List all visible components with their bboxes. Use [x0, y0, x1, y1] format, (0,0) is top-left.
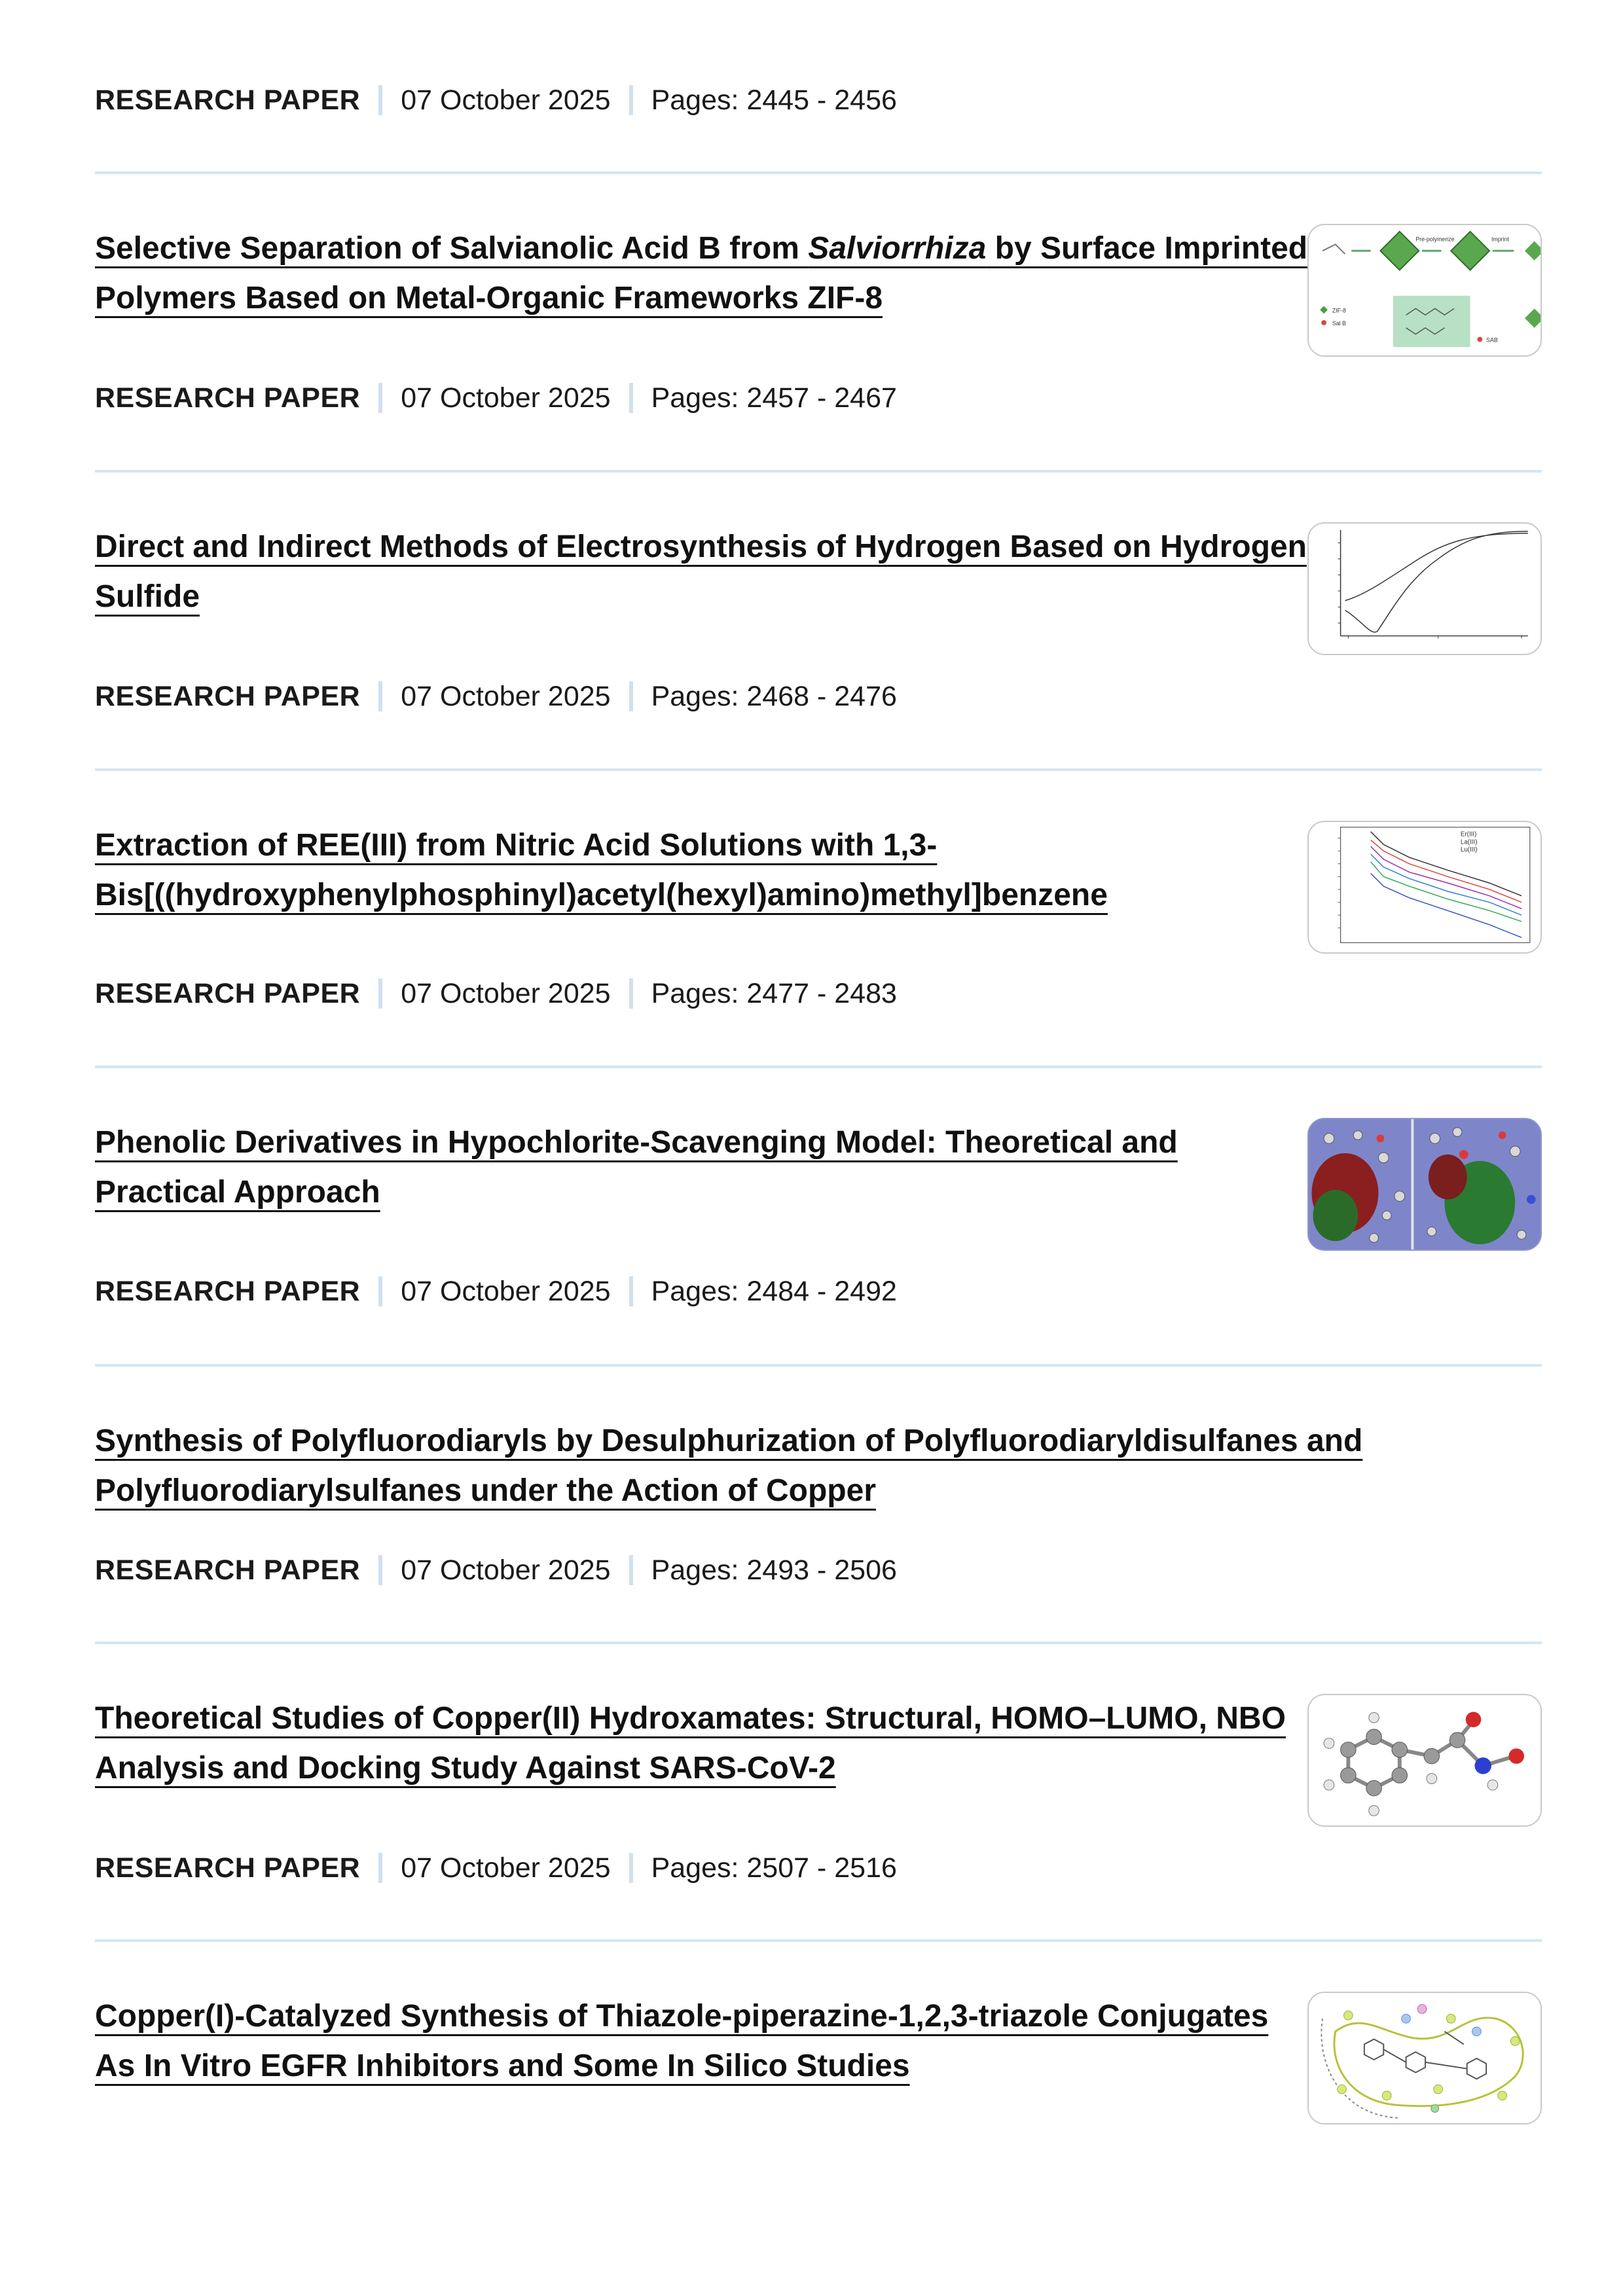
molecule-thumbnail[interactable] [1307, 1694, 1542, 1827]
article-pages: Pages: 2457 - 2467 [651, 382, 897, 414]
article-date: 07 October 2025 [401, 1554, 611, 1586]
svg-text:Pre-polymerize: Pre-polymerize [1415, 236, 1455, 243]
meta-separator [629, 85, 633, 115]
svg-text:SAB: SAB [1486, 336, 1498, 344]
docking-thumbnail[interactable] [1307, 1992, 1542, 2125]
meta-separator [629, 1853, 633, 1883]
divider [95, 1364, 1542, 1367]
article-item [95, 522, 1542, 692]
article-pages: Pages: 2468 - 2476 [651, 680, 897, 712]
article-meta-5 [95, 1551, 897, 1590]
meta-separator [378, 1853, 382, 1883]
divider [95, 1939, 1542, 1942]
article-date: 07 October 2025 [401, 977, 611, 1009]
scheme-thumbnail[interactable] [1307, 224, 1542, 357]
article-item [95, 1118, 1542, 1288]
article-pages: Pages: 2477 - 2483 [651, 977, 897, 1009]
article-item [95, 224, 1542, 394]
article-date: 07 October 2025 [401, 382, 611, 414]
meta-separator [629, 1276, 633, 1306]
divider [95, 1066, 1542, 1068]
svg-text:La(III): La(III) [1460, 838, 1478, 846]
article-type: RESEARCH PAPER [95, 680, 361, 712]
divider [95, 470, 1542, 473]
meta-separator [629, 978, 633, 1009]
divider [95, 1641, 1542, 1644]
meta-separator [629, 383, 633, 413]
article-title-link[interactable]: Selective Separation of Salvianolic Acid B from Salviorrhiza by Surface Imprinted Polymers Based on Metal-Organic Frameworks ZIF-8 [95, 231, 1308, 315]
meta-separator [378, 1555, 382, 1585]
svg-text:Er(III): Er(III) [1460, 831, 1477, 838]
article-type: RESEARCH PAPER [95, 84, 361, 116]
article-date: 07 October 2025 [401, 680, 611, 712]
meta-separator [378, 383, 382, 413]
article-pages: Pages: 2493 - 2506 [651, 1554, 897, 1586]
article-meta-4 [95, 1272, 897, 1311]
article-type: RESEARCH PAPER [95, 1852, 361, 1884]
article-item [95, 1992, 1542, 2162]
orbital-thumbnail[interactable] [1307, 1118, 1542, 1251]
article-date: 07 October 2025 [401, 1275, 611, 1307]
svg-text:ZIF-8: ZIF-8 [1332, 307, 1346, 314]
article-meta-0 [95, 81, 897, 120]
article-date: 07 October 2025 [401, 1852, 611, 1884]
svg-text:Lu(III): Lu(III) [1460, 846, 1478, 854]
article-pages: Pages: 2445 - 2456 [651, 84, 897, 116]
article-type: RESEARCH PAPER [95, 977, 361, 1009]
article-pages: Pages: 2484 - 2492 [651, 1275, 897, 1307]
meta-separator [378, 1276, 382, 1306]
article-date: 07 October 2025 [401, 84, 611, 116]
meta-separator [378, 978, 382, 1009]
meta-separator [378, 681, 382, 711]
meta-separator [629, 681, 633, 711]
divider [95, 768, 1542, 771]
meta-separator [378, 85, 382, 115]
article-title-link[interactable]: Theoretical Studies of Copper(II) Hydroxamates: Structural, HOMO–LUMO, NBO Analysis and Docking Study Against SARS-CoV-2 [95, 1701, 1286, 1785]
article-meta-3 [95, 974, 897, 1013]
article-title-link[interactable]: Copper(I)-Catalyzed Synthesis of Thiazole-piperazine-1,2,3-triazole Conjugates As In Vitro EGFR Inhibitors and Some In Silico Studies [95, 1999, 1269, 2083]
article-title-link[interactable]: Phenolic Derivatives in Hypochlorite-Scavenging Model: Theoretical and Practical Approach [95, 1125, 1178, 1210]
article-meta-6 [95, 1848, 897, 1888]
meta-separator [629, 1555, 633, 1585]
article-meta-2 [95, 677, 897, 716]
divider [95, 171, 1542, 174]
article-type: RESEARCH PAPER [95, 1275, 361, 1307]
article-pages: Pages: 2507 - 2516 [651, 1852, 897, 1884]
article-item [95, 1694, 1542, 1864]
article-title-link[interactable]: Synthesis of Polyfluorodiaryls by Desulphurization of Polyfluorodiaryldisulfanes and Polyfluorodiarylsulfanes under the Action of Copper [95, 1424, 1363, 1508]
extraction-plot-thumbnail[interactable] [1307, 821, 1542, 954]
article-type: RESEARCH PAPER [95, 1554, 361, 1586]
article-item [95, 821, 1542, 991]
voltammogram-thumbnail[interactable] [1307, 522, 1542, 655]
article-title-link[interactable]: Extraction of REE(III) from Nitric Acid Solutions with 1,3-Bis[((hydroxyphenylphosphinyl)acetyl(hexyl)amino)methyl]benzene [95, 828, 1108, 912]
article-meta-1 [95, 378, 897, 418]
svg-text:Imprint: Imprint [1491, 236, 1509, 243]
article-type: RESEARCH PAPER [95, 382, 361, 414]
svg-text:Sal B: Sal B [1332, 319, 1346, 327]
article-title-link[interactable]: Direct and Indirect Methods of Electrosynthesis of Hydrogen Based on Hydrogen Sulfide [95, 529, 1307, 614]
